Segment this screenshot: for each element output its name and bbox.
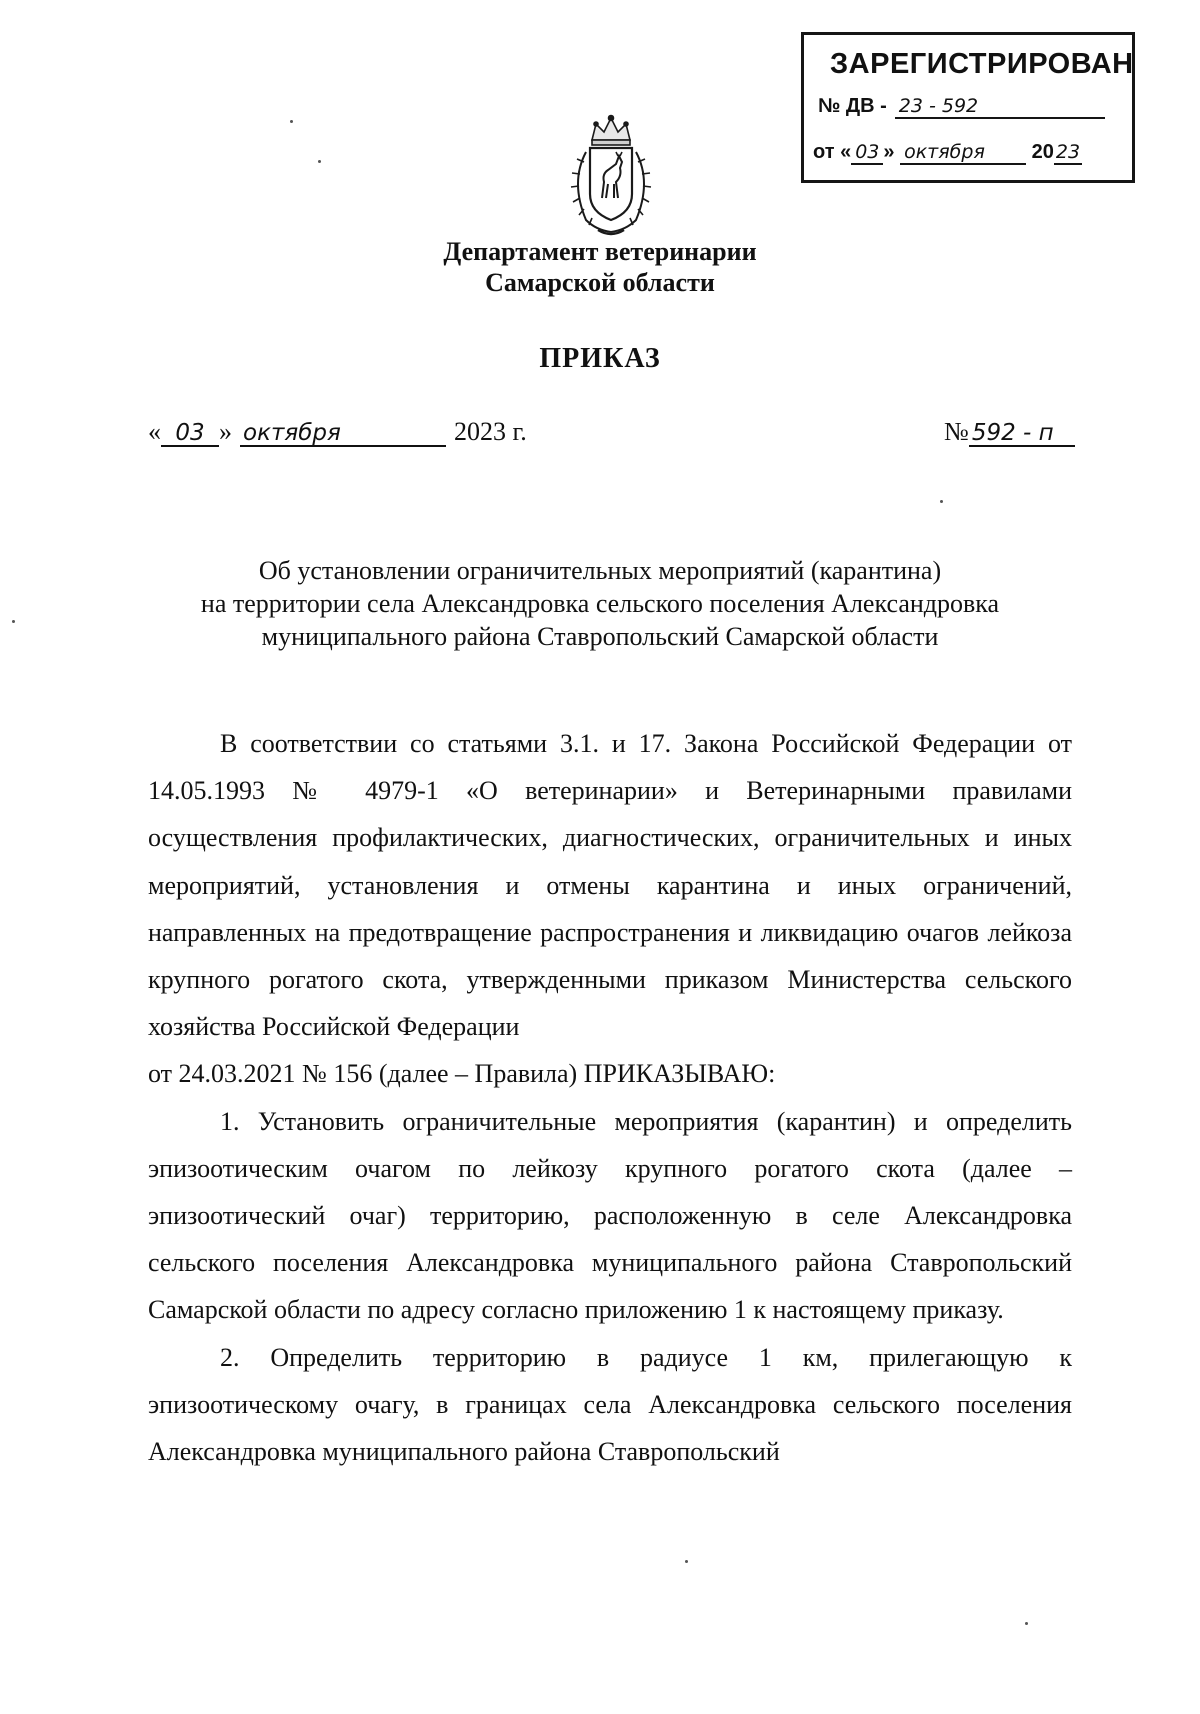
order-body: [148, 720, 1072, 1475]
scan-speck: [940, 500, 943, 503]
department-name: [400, 236, 800, 298]
stamp-date-year-prefix: 20: [1031, 141, 1054, 163]
date-month: октября: [240, 421, 446, 447]
stamp-number-value: 23 - 592: [895, 97, 1105, 119]
preamble-paragraph-end: от 24.03.2021 № 156 (далее – Правила) ПРИКАЗЫВАЮ:: [148, 1059, 776, 1089]
stamp-date-prefix: от «: [813, 141, 852, 163]
scan-speck: [1025, 1622, 1028, 1625]
stamp-date-day: 03: [851, 143, 883, 165]
samara-coat-of-arms-icon: [556, 112, 666, 240]
title-line-1: Об установлении ограничительных мероприятий (карантина): [258, 556, 942, 585]
registration-stamp: [801, 32, 1135, 183]
date-open-quote: «: [148, 417, 161, 446]
title-line-3: муниципального района Ставропольский Самарской области: [261, 622, 939, 651]
stamp-date-year-suffix: 23: [1055, 141, 1081, 163]
date-year: 2023 г.: [454, 417, 527, 446]
date-close-quote: »: [219, 417, 232, 446]
department-line-1: Департамент ветеринарии: [443, 237, 757, 266]
stamp-title: ЗАРЕГИСТРИРОВАН: [830, 48, 1134, 80]
stamp-date-line: [813, 141, 1082, 165]
scan-speck: [685, 1560, 688, 1563]
scan-speck: [290, 120, 293, 123]
stamp-number-line: [818, 95, 1105, 119]
stamp-date-month: октября: [900, 143, 1026, 165]
clause-1-paragraph: 1. Установить ограничительные мероприятия (карантин) и определить эпизоотическим очагом по лейкозу крупного рогатого скота (далее – эпизоотический очаг) территорию, расположенную в селе Александровка сельского поселения Александровка муниципального района Ставропольский Самарской области по адресу согласно приложению 1 к настоящему приказу.: [148, 1106, 1072, 1325]
scan-speck: [12, 620, 15, 623]
order-number: [944, 417, 1075, 447]
order-title: [130, 554, 1070, 653]
date-day: 03: [161, 421, 219, 447]
stamp-date-mid: »: [883, 141, 895, 163]
order-number-value: 592 - п: [969, 421, 1075, 447]
scan-speck: [318, 160, 321, 163]
order-date: [148, 417, 527, 447]
document-type: ПРИКАЗ: [539, 343, 661, 374]
clause-2-paragraph: 2. Определить территорию в радиусе 1 км, прилегающую к эпизоотическому очагу, в границах села Александровка сельского поселения Александровка муниципального района Ставропольский: [148, 1342, 1072, 1467]
preamble-paragraph: В соответствии со статьями 3.1. и 17. Закона Российской Федерации от 14.05.1993 № 4979-1 «О ветеринарии» и Ветеринарными правилами осуществления профилактических, диагностических, ограничительных и иных мероприятий, установления и отмены карантина и иных ограничений, направленных на предотвращение распространения и ликвидацию очагов лейкоза крупного рогатого скота, утвержденными приказом Министерства сельского хозяйства Российской Федерации: [148, 729, 1072, 1042]
department-line-2: Самарской области: [485, 268, 715, 297]
stamp-number-label: № ДВ -: [818, 95, 887, 117]
title-line-2: на территории села Александровка сельского поселения Александровка: [200, 589, 1000, 618]
order-number-sign: №: [944, 417, 969, 446]
